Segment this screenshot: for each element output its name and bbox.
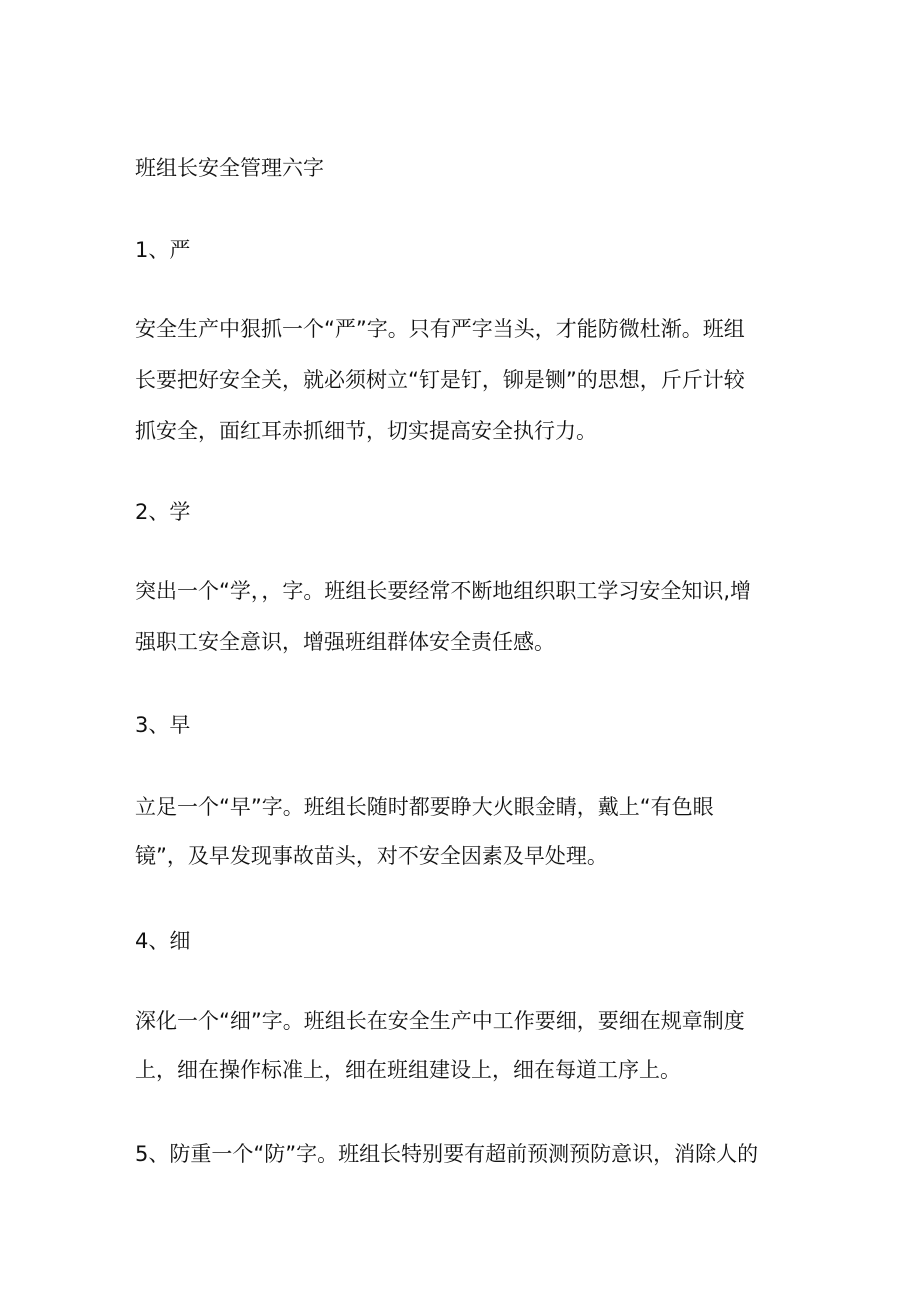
section-4-line-1: 深化一个“细”字。班组长在安全生产中工作要细，要细在规章制度 (135, 1009, 745, 1033)
section-2-line-2: 强职工安全意识，增强班组群体安全责任感。 (135, 630, 555, 654)
section-3-line-1: 立足一个“早”字。班组长随时都要睁大火眼金睛，戴上“有色眼 (135, 795, 714, 819)
section-1-line-1: 安全生产中狠抓一个“严”字。只有严字当头，才能防微杜渐。班组 (135, 317, 745, 341)
section-1-line-2: 长要把好安全关，就必须树立“钉是钉，铆是铡”的思想，斤斤计较 (135, 368, 745, 392)
section-5-heading: 5、防重一个“防”字。班组长特别要有超前预测预防意识，消除人的 (135, 1142, 759, 1166)
section-3-heading: 3、早 (135, 713, 191, 737)
section-2-heading: 2、学 (135, 500, 191, 524)
section-2-line-1: 突出一个“学，，字。班组长要经常不断地组织职工学习安全知识,增 (135, 579, 752, 603)
section-4-line-2: 上，细在操作标准上，细在班组建设上，细在每道工序上。 (135, 1058, 681, 1082)
section-1-line-3: 抓安全，面红耳赤抓细节，切实提高安全执行力。 (135, 419, 597, 443)
document-title: 班组长安全管理六字 (135, 156, 324, 180)
section-4-heading: 4、细 (135, 929, 191, 953)
section-1-heading: 1、严 (135, 238, 191, 262)
section-3-line-2: 镜”，及早发现事故苗头，对不安全因素及早处理。 (135, 844, 608, 868)
